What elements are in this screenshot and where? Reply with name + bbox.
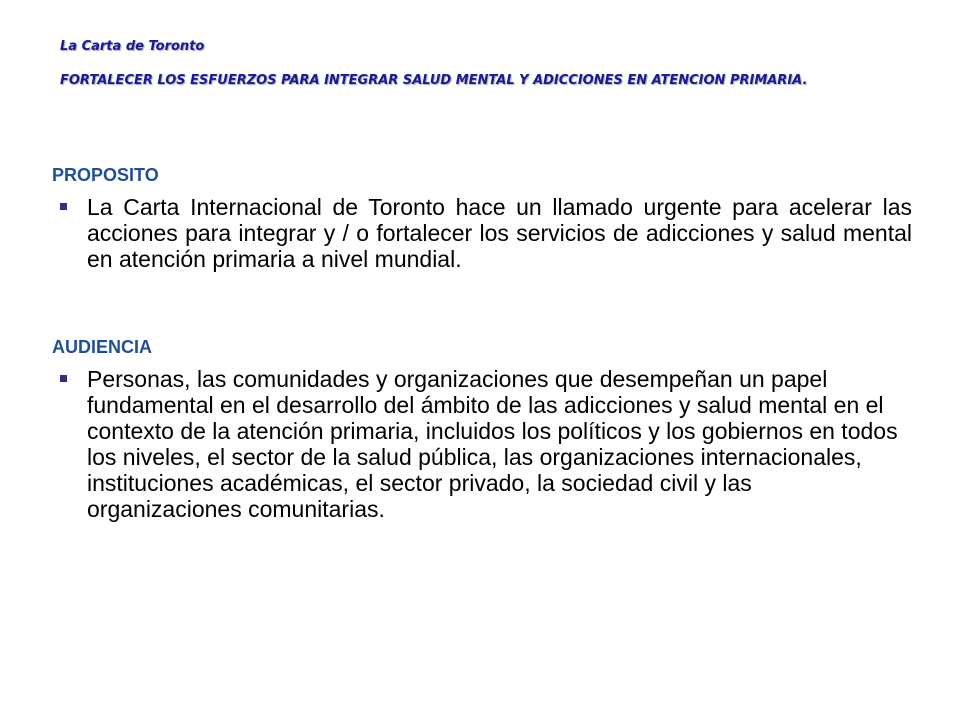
square-bullet-icon: [60, 203, 67, 210]
slide-subtitle: FORTALECER LOS ESFUERZOS PARA INTEGRAR SALUD MENTAL Y ADICCIONES EN ATENCION PRIMARIA.: [60, 73, 808, 88]
bullet-text-audiencia: Personas, las comunidades y organizaciones que desempeñan un papel fundamental en el desarrollo del ámbito de las adicciones y salud mental en el contexto de la atención primaria, incluidos los políticos y los gobiernos en todos los niveles, el sector de la salud pública, las organizaciones internacionales, instituciones académicas, el sector privado, la sociedad civil y las organizaciones comunitarias.: [87, 366, 898, 522]
slide-header: [60, 38, 860, 89]
square-bullet-icon: [60, 375, 67, 382]
bullet-proposito: [52, 194, 912, 272]
section-heading-audiencia: AUDIENCIA: [52, 337, 153, 357]
bullet-text-proposito: La Carta Internacional de Toronto hace un llamado urgente para acelerar las acciones para integrar y / o fortalecer los servicios de adicciones y salud mental en atención primaria a nivel mundial.: [87, 194, 912, 272]
bullet-audiencia: [52, 366, 912, 522]
section-heading-proposito: PROPOSITO: [52, 165, 159, 185]
slide-title: La Carta de Toronto: [60, 39, 205, 54]
